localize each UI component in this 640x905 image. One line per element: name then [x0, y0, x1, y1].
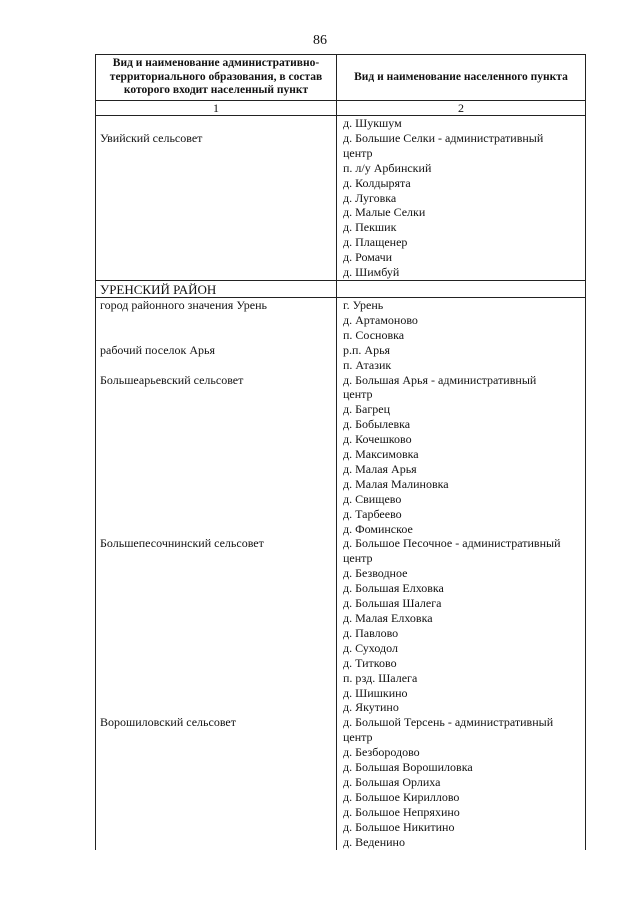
district-name: УРЕНСКИЙ РАЙОН — [96, 280, 337, 297]
table-body — [96, 101, 586, 850]
settlement-item: д. Бобылевка — [343, 417, 411, 432]
settlement-item: д. Плащенер — [343, 235, 408, 250]
municipality-name: рабочий поселок Арья — [100, 342, 215, 357]
settlement-item: центр — [343, 145, 373, 160]
settlement-item: д. Ромачи — [343, 250, 393, 265]
settlement-item: д. Фоминское — [343, 521, 413, 536]
municipality-cell — [96, 297, 337, 342]
settlement-item: д. Малые Селки — [343, 205, 426, 220]
column-number-1: 1 — [96, 101, 337, 116]
municipality-name: Большепесочнинский сельсовет — [100, 536, 264, 551]
settlement-item: д. Свищево — [343, 491, 402, 506]
settlement-item: д. Тарбеево — [343, 506, 402, 521]
settlement-item: д. Артамоново — [343, 312, 418, 327]
settlement-item: д. Большая Арья - административный — [343, 372, 537, 387]
column-numbers-row — [96, 101, 586, 116]
settlement-item: п. Атазик — [343, 357, 392, 372]
settlement-item: д. Шукшум — [343, 116, 402, 130]
settlements-cell — [337, 373, 586, 537]
district-empty-cell — [337, 280, 586, 297]
settlements-cell — [337, 536, 586, 715]
municipality-cell — [96, 116, 337, 281]
settlement-item: д. Шимбуй — [343, 265, 400, 280]
settlement-item: г. Урень — [343, 297, 384, 312]
settlements-cell — [337, 343, 586, 373]
settlement-item: д. Павлово — [343, 625, 399, 640]
settlement-item: д. Шишкино — [343, 685, 408, 700]
settlement-item: д. Безводное — [343, 566, 408, 581]
settlement-item: д. Малая Малиновка — [343, 476, 449, 491]
settlement-item: р.п. Арья — [343, 342, 391, 357]
header-col-1: Вид и наименование административно-территориального образования, в состав которого входит населенный пункт — [96, 55, 337, 101]
settlement-item: д. Большая Елховка — [343, 581, 444, 596]
table-row — [96, 297, 586, 342]
table-row — [96, 715, 586, 849]
settlements-cell — [337, 297, 586, 342]
settlement-item: д. Суходол — [343, 640, 398, 655]
table-row — [96, 373, 586, 537]
settlement-item: д. Большой Терсень - административный — [343, 715, 554, 730]
settlement-item: д. Безбородово — [343, 745, 420, 760]
settlement-item: центр — [343, 730, 373, 745]
settlement-item: д. Большое Кириллово — [343, 789, 460, 804]
table-header — [96, 55, 586, 101]
settlement-item: п. л/у Арбинский — [343, 160, 432, 175]
settlement-item: д. Большое Никитино — [343, 819, 455, 834]
settlement-item: д. Большие Селки - административный — [343, 130, 544, 145]
settlement-item: д. Луговка — [343, 190, 397, 205]
municipality-name: город районного значения Урень — [100, 297, 267, 312]
settlement-item: д. Колдырята — [343, 175, 411, 190]
municipality-cell — [96, 343, 337, 373]
settlement-item: д. Якутино — [343, 700, 399, 715]
settlement-item: д. Титково — [343, 655, 397, 670]
settlement-item: д. Веденино — [343, 834, 405, 849]
settlement-item: д. Малая Арья — [343, 461, 417, 476]
settlement-item: центр — [343, 551, 373, 566]
settlement-item: д. Большая Ворошиловка — [343, 760, 473, 775]
header-col-2: Вид и наименование населенного пункта — [337, 55, 586, 101]
settlements-table — [95, 54, 586, 850]
table-row — [96, 343, 586, 373]
table-row — [96, 116, 586, 281]
settlement-item: д. Багрец — [343, 402, 390, 417]
municipality-cell — [96, 536, 337, 715]
table-row — [96, 536, 586, 715]
settlement-item: д. Большое Непряхино — [343, 804, 460, 819]
settlement-item: д. Большая Орлиха — [343, 774, 441, 789]
district-row — [96, 280, 586, 297]
settlement-item: п. рзд. Шалега — [343, 670, 418, 685]
settlement-item: д. Максимовка — [343, 447, 419, 462]
municipality-cell — [96, 715, 337, 849]
column-number-2: 2 — [337, 101, 586, 116]
settlement-item: д. Большая Шалега — [343, 596, 442, 611]
municipality-cell — [96, 373, 337, 537]
settlements-cell — [337, 715, 586, 849]
settlement-item: д. Пекшик — [343, 220, 397, 235]
municipality-name: Ворошиловский сельсовет — [100, 715, 237, 730]
settlement-item: д. Кочешково — [343, 432, 412, 447]
municipality-name: Большеарьевский сельсовет — [100, 372, 244, 387]
settlements-cell — [337, 116, 586, 281]
settlement-item: д. Малая Елховка — [343, 611, 433, 625]
municipality-name: Увийский сельсовет — [100, 130, 203, 145]
settlement-item: д. Большое Песочное - административный — [343, 536, 561, 551]
settlement-item: п. Сосновка — [343, 327, 405, 342]
page-number: 86 — [313, 33, 327, 48]
settlement-item: центр — [343, 387, 373, 402]
